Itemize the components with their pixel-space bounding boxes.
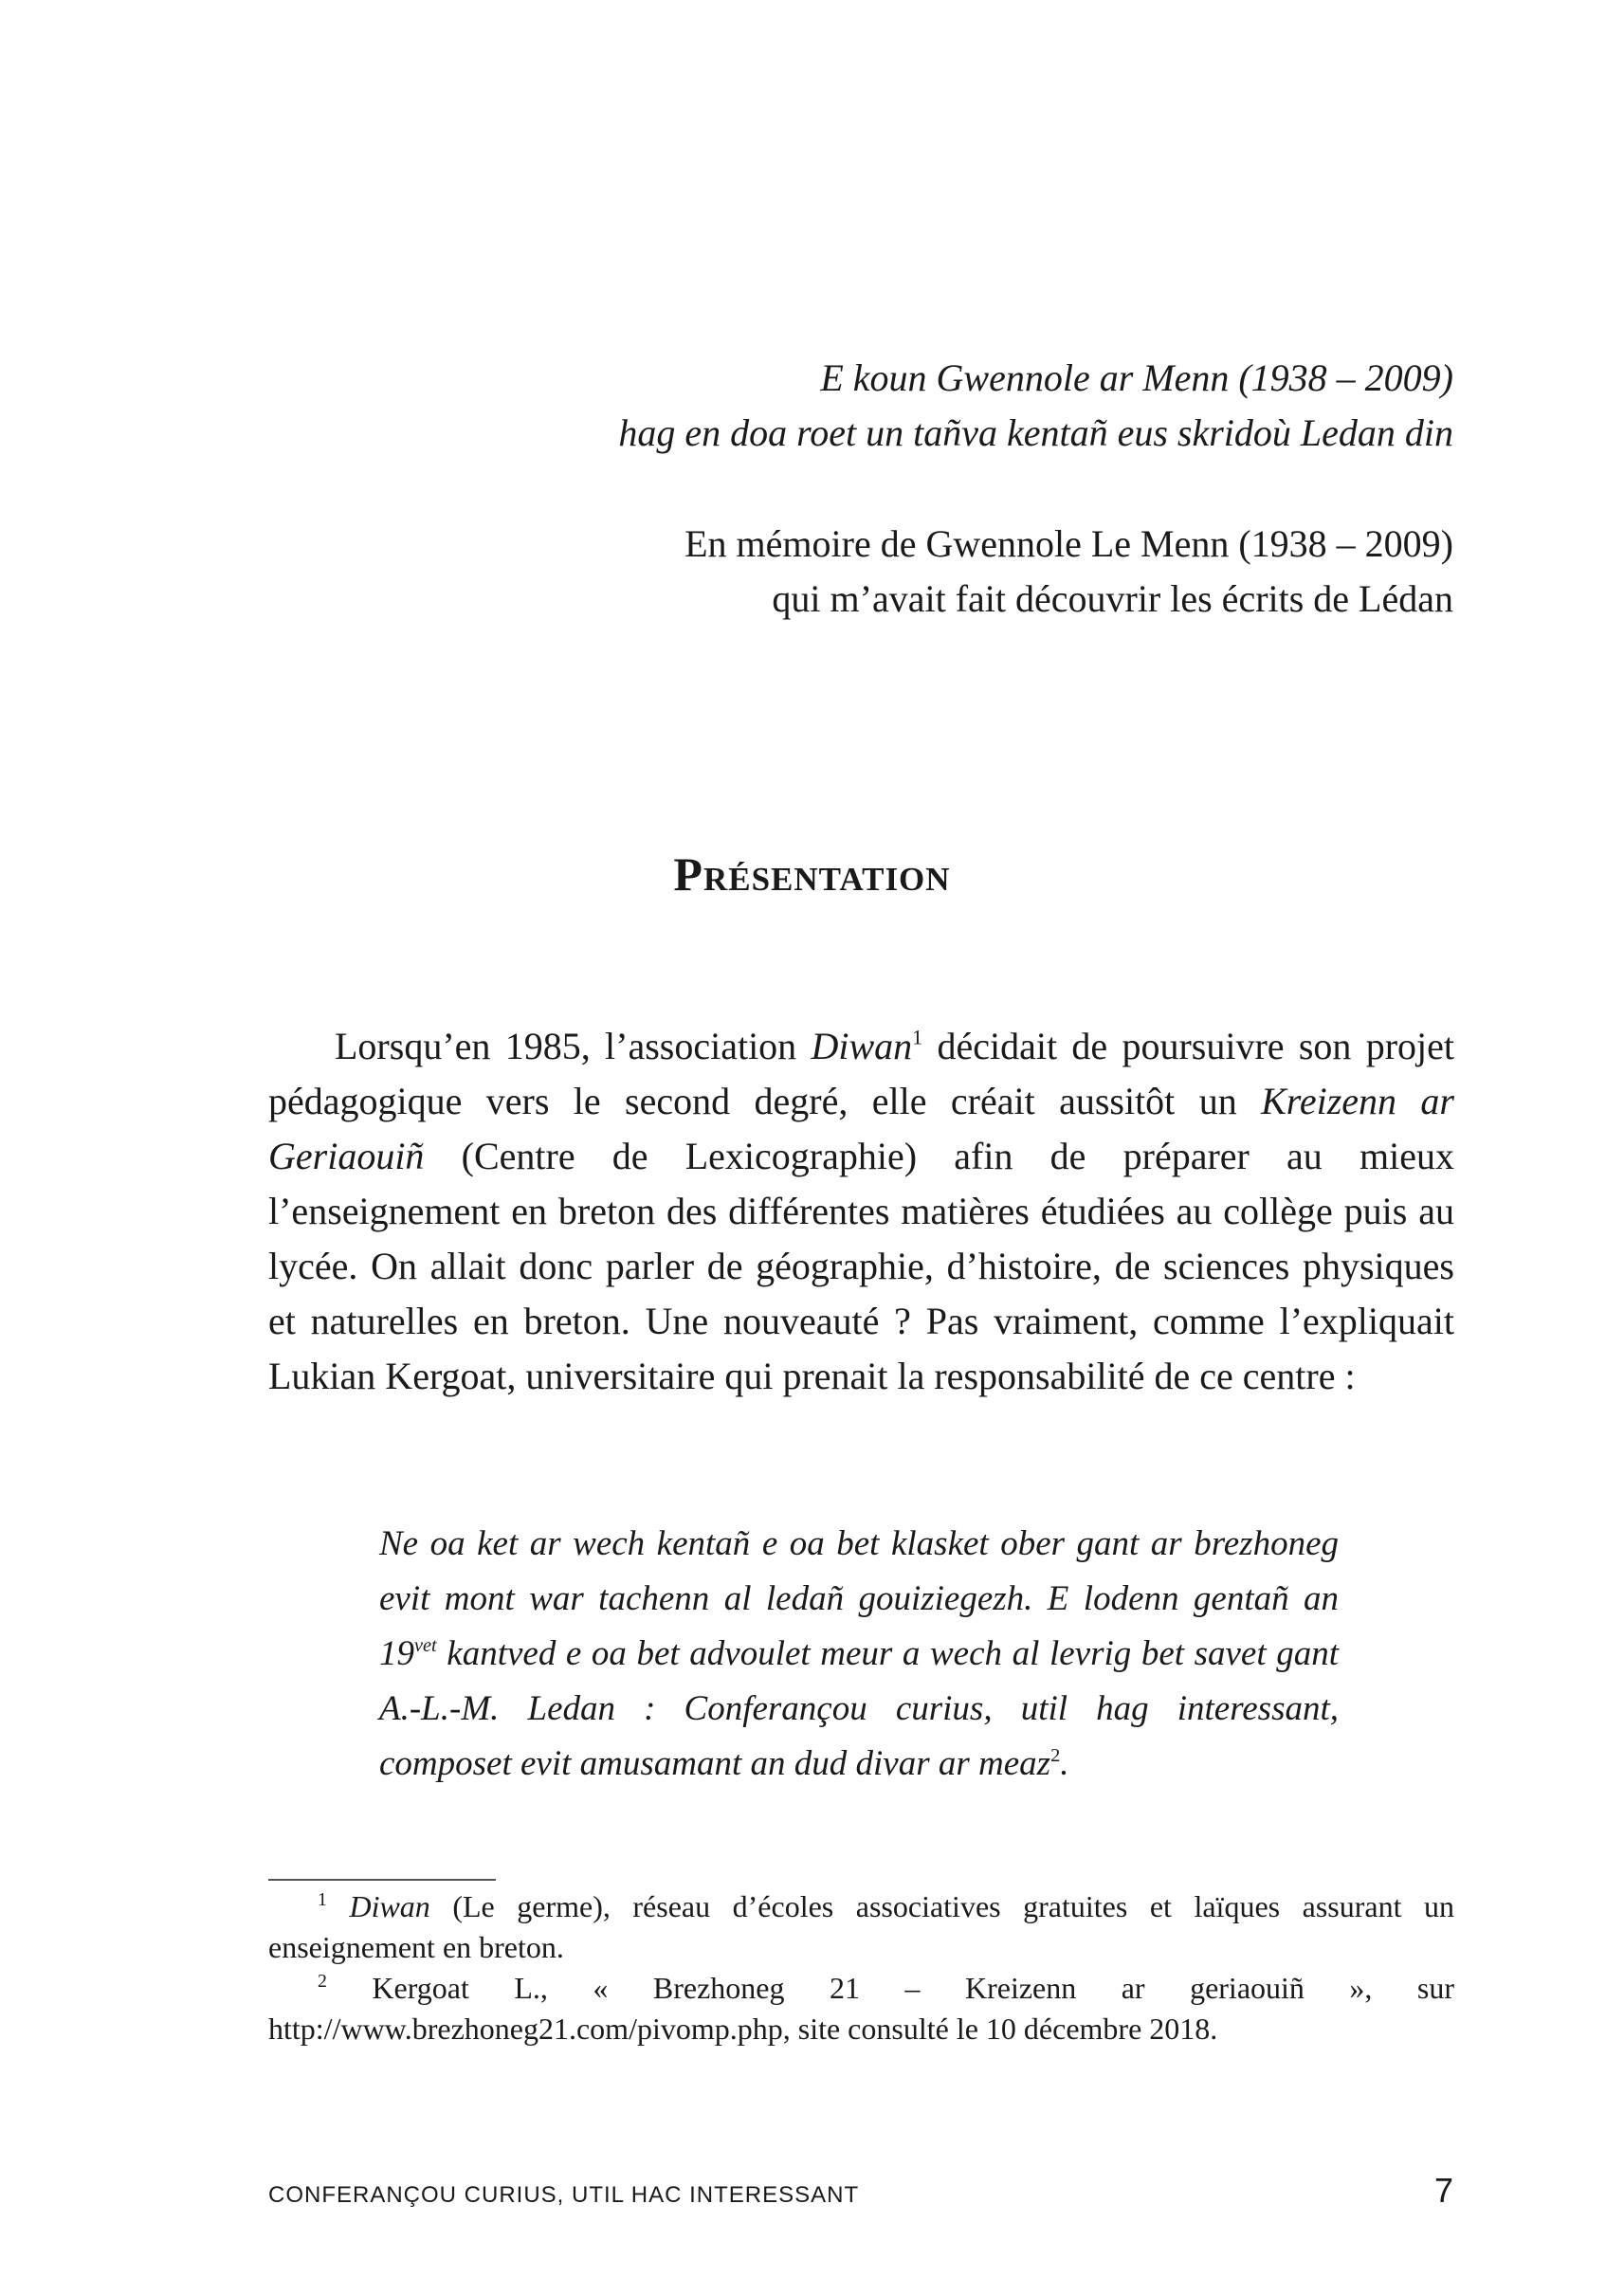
quote-text-1: Ne oa ket ar wech kentañ e oa bet klasket ober gant ar brezhoneg evit mont war tachenn al ledañ gouiziegezh. E lodenn gentañ an 19	[379, 1524, 1339, 1673]
page-number: 7	[1433, 2171, 1453, 2210]
dedication-french	[265, 517, 1453, 627]
kreizenn-term: Kreizenn ar Geriaouiñ	[268, 1080, 1455, 1177]
footnote-2	[268, 1968, 1454, 2049]
diwan-term: Diwan	[811, 1025, 913, 1067]
paragraph-text-2: décidait de poursuivre son projet pédagogique vers le second degré, elle créait aussitôt un	[268, 1025, 1455, 1122]
footnotes	[268, 1886, 1454, 2049]
footnote-2-text: Kergoat L., « Brezhoneg 21 – Kreizenn ar geriaouiñ », sur http://www.brezhoneg21.com/pivomp.php, site consulté le 10 décembre 2018.	[268, 1971, 1454, 2046]
footnote-1	[268, 1886, 1454, 1968]
quote-text-3: .	[1060, 1744, 1069, 1783]
footnote-1-text: (Le germe), réseau d’écoles associatives gratuites et laïques assurant un enseignement en breton.	[268, 1889, 1455, 1964]
body-paragraph	[268, 1019, 1454, 1404]
dedication-breton	[265, 351, 1453, 461]
paragraph	[268, 1019, 1454, 1404]
ordinal-superscript: vet	[414, 1634, 437, 1656]
footnote-separator	[268, 1879, 496, 1881]
paragraph-text-1: Lorsqu’en 1985, l’association	[335, 1025, 812, 1067]
block-quote	[379, 1517, 1339, 1792]
footnote-ref-1[interactable]: 1	[912, 1025, 923, 1049]
running-title: CONFERANÇOU CURIUS, UTIL HAC INTERESSANT	[268, 2182, 860, 2208]
dedication-french-line-1: En mémoire de Gwennole Le Menn (1938 – 2009)	[684, 522, 1453, 565]
footnote-2-mark: 2	[318, 1971, 327, 1993]
footnote-ref-2[interactable]: 2	[1050, 1744, 1061, 1766]
footnote-1-lead: Diwan	[349, 1889, 430, 1923]
dedication-french-line-2: qui m’avait fait découvrir les écrits de Lédan	[772, 577, 1453, 620]
quote-text-2: kantved e oa bet advoulet meur a wech al levrig bet savet gant A.-L.-M. Ledan : Conferançou curius, util hag interessant, composet evit amusamant an dud divar ar meaz	[379, 1634, 1339, 1783]
dedication-breton-line-2: hag en doa roet un tañva kentañ eus skridoù Ledan din	[618, 411, 1453, 454]
dedication-breton-line-1: E koun Gwennole ar Menn (1938 – 2009)	[820, 356, 1453, 399]
quote-text	[379, 1517, 1339, 1792]
footnote-1-mark: 1	[318, 1889, 327, 1911]
paragraph-text-3: (Centre de Lexicographie) afin de préparer au mieux l’enseignement en breton des différentes matières étudiées au collège puis au lycée. On allait donc parler de géographie, d’histoire, de sciences physiques et naturelles en breton. Une nouveauté ? Pas vraiment, comme l’expliquait Lukian Kergoat, universitaire qui prenait la responsabilité de ce centre :	[268, 1135, 1454, 1397]
section-heading: Présentation	[673, 847, 951, 901]
